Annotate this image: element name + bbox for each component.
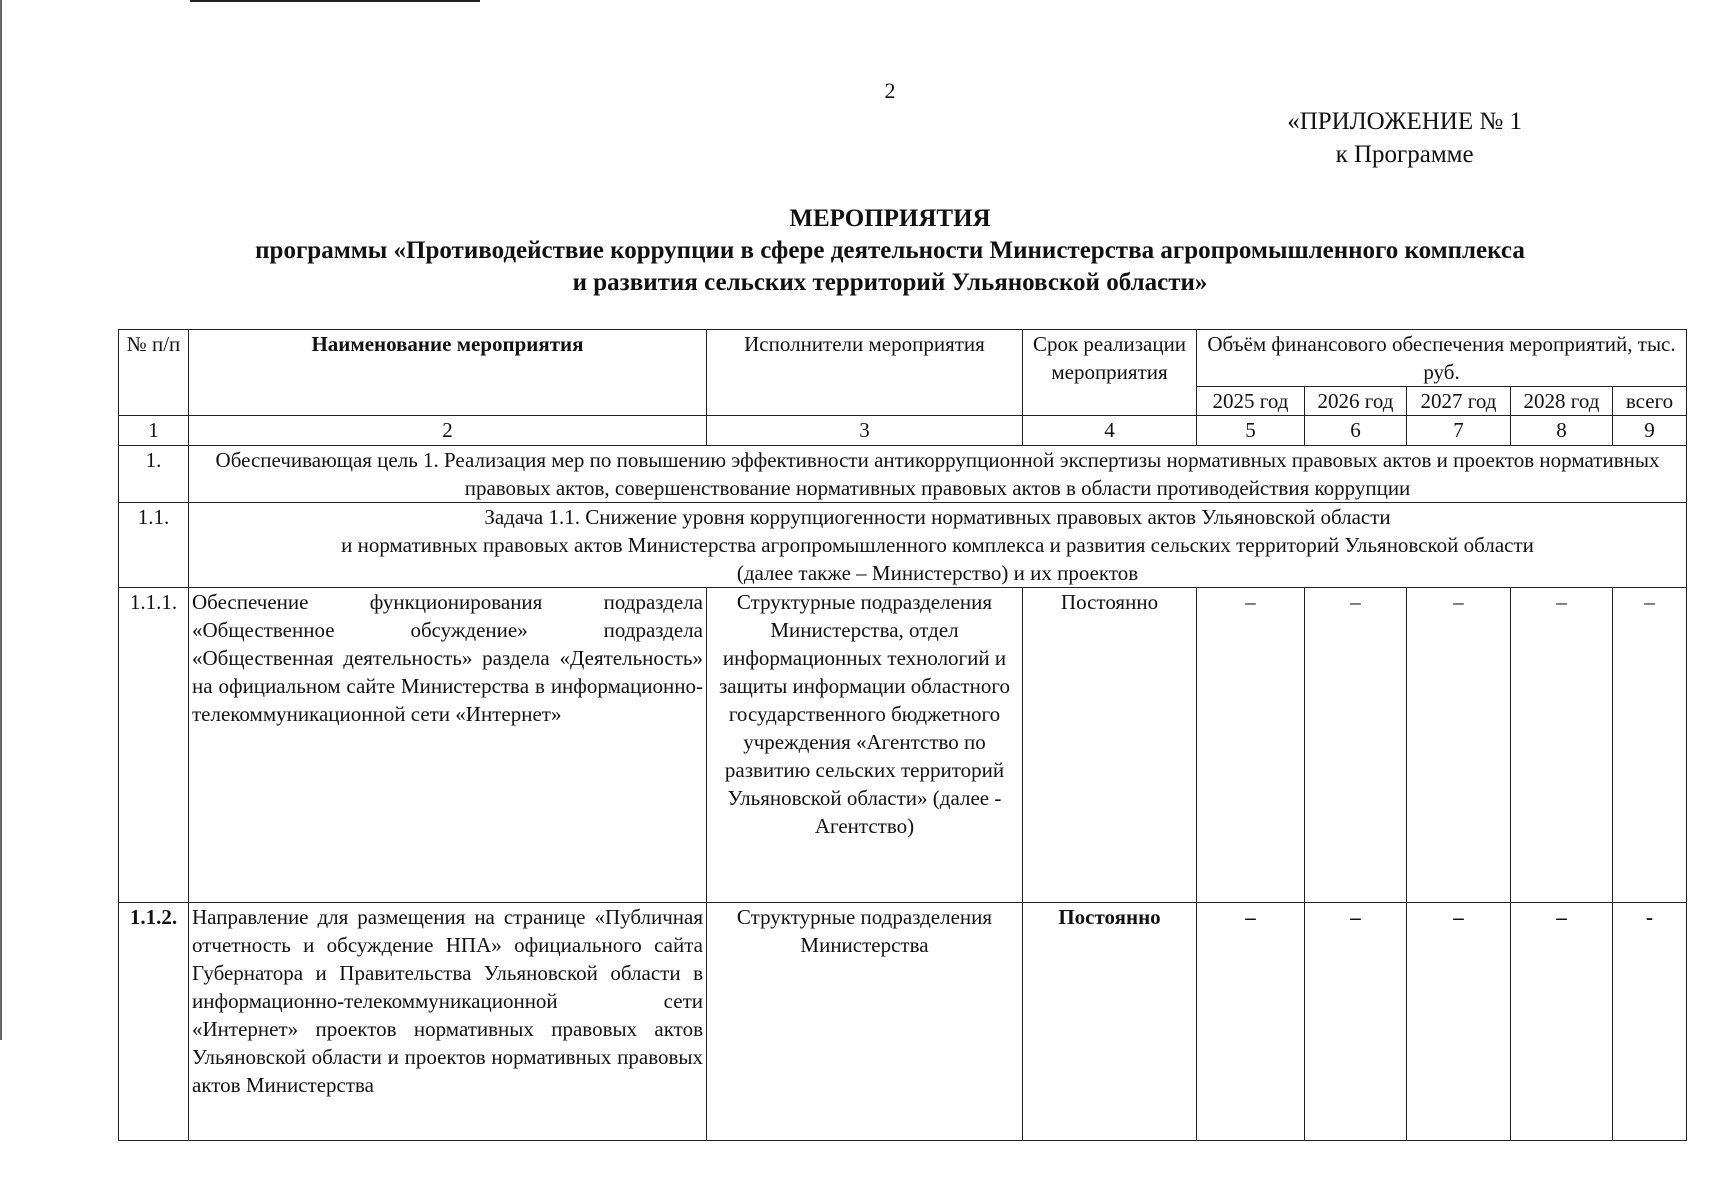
row-executors: Структурные подразделения Министерства, отдел информационных технологий и защиты информации областного государственного бюджетного учреждения «Агентство по развитию сельских территорий Ульяновской области» (далее - Агентство): [707, 588, 1023, 903]
header-year-2027: 2027 год: [1407, 387, 1511, 416]
row-value-2026: –: [1305, 588, 1407, 903]
header-year-2025: 2025 год: [1197, 387, 1305, 416]
header-name: Наименование мероприятия: [189, 330, 707, 416]
goal-row: [119, 446, 1687, 503]
task-num: 1.1.: [119, 503, 189, 588]
row-num: 1.1.2.: [119, 903, 189, 1141]
task-line-1: Задача 1.1. Снижение уровня коррупциогенности нормативных правовых актов Ульяновской области: [484, 505, 1391, 529]
table-row: [119, 588, 1687, 903]
header-year-2028: 2028 год: [1511, 387, 1613, 416]
title-line-3: и развития сельских территорий Ульяновской области»: [572, 269, 1208, 296]
column-number: 6: [1305, 416, 1407, 446]
header-row: [119, 330, 1687, 387]
measures-table: [118, 329, 1687, 1141]
title-line-2: программы «Противодействие коррупции в сфере деятельности Министерства агропромышленного комплекса: [255, 237, 1525, 264]
column-number: 1: [119, 416, 189, 446]
row-value-2025: –: [1197, 588, 1305, 903]
header-term: Срок реализации мероприятия: [1023, 330, 1197, 416]
appendix-note: [1287, 105, 1522, 171]
left-margin-rule: [0, 0, 2, 1040]
header-num: № п/п: [119, 330, 189, 416]
row-value-2027: –: [1407, 903, 1511, 1141]
row-name: Направление для размещения на странице «Публичная отчетность и обсуждение НПА» официального сайта Губернатора и Правительства Ульяновской области в информационно-телекоммуникационной сети «Интернет» проектов нормативных правовых актов Ульяновской области и проектов нормативных правовых актов Министерства: [189, 903, 707, 1141]
appendix-line-2: к Программе: [1335, 141, 1474, 168]
column-number: 9: [1613, 416, 1687, 446]
title-line-1: МЕРОПРИЯТИЯ: [789, 205, 991, 232]
row-num: 1.1.1.: [119, 588, 189, 903]
row-term: Постоянно: [1023, 903, 1197, 1141]
task-row: [119, 503, 1687, 588]
row-value-total: –: [1613, 588, 1687, 903]
top-rule: [190, 0, 480, 2]
header-year-2026: 2026 год: [1305, 387, 1407, 416]
column-number: 2: [189, 416, 707, 446]
column-number: 5: [1197, 416, 1305, 446]
table-row: [119, 903, 1687, 1141]
column-number: 4: [1023, 416, 1197, 446]
task-text: [189, 503, 1687, 588]
row-executors: Структурные подразделения Министерства: [707, 903, 1023, 1141]
row-name: Обеспечение функционирования подраздела «Общественное обсуждение» подраздела «Общественная деятельность» раздела «Деятельность» на официальном сайте Министерства в информационно-телекоммуникационной сети «Интернет»: [189, 588, 707, 903]
column-number: 8: [1511, 416, 1613, 446]
goal-text: Обеспечивающая цель 1. Реализация мер по повышению эффективности антикоррупционной экспертизы нормативных правовых актов и проектов нормативных правовых актов, совершенствование нормативных правовых актов в области противодействия коррупции: [189, 446, 1687, 503]
task-line-2: и нормативных правовых актов Министерства агропромышленного комплекса и развития сельских территорий Ульяновской области: [341, 533, 1534, 557]
row-value-total: -: [1613, 903, 1687, 1141]
column-number: 3: [707, 416, 1023, 446]
header-total: всего: [1613, 387, 1687, 416]
column-number: 7: [1407, 416, 1511, 446]
task-line-3: (далее также – Министерство) и их проектов: [736, 561, 1139, 585]
appendix-line-1: «ПРИЛОЖЕНИЕ № 1: [1287, 108, 1522, 135]
row-value-2028: –: [1511, 903, 1613, 1141]
document-title: [0, 203, 1719, 299]
header-executors: Исполнители мероприятия: [707, 330, 1023, 416]
row-value-2025: –: [1197, 903, 1305, 1141]
goal-num: 1.: [119, 446, 189, 503]
header-finance: Объём финансового обеспечения мероприятий, тыс. руб.: [1197, 330, 1687, 387]
row-value-2027: –: [1407, 588, 1511, 903]
page-number: 2: [884, 78, 896, 103]
column-number-row: [119, 416, 1687, 446]
row-value-2026: –: [1305, 903, 1407, 1141]
row-value-2028: –: [1511, 588, 1613, 903]
row-term: Постоянно: [1023, 588, 1197, 903]
